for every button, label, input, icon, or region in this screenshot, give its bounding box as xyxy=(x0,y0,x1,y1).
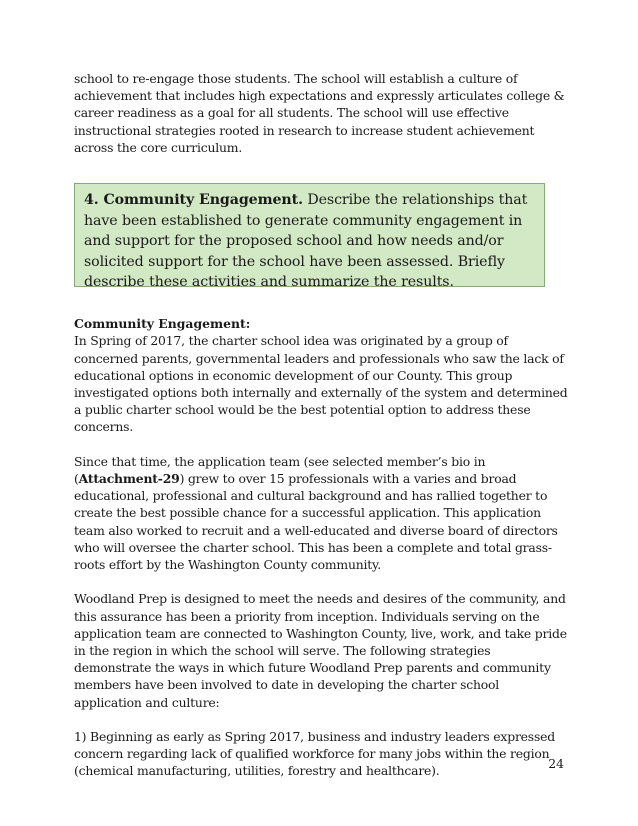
paragraph-4: 1) Beginning as early as Spring 2017, business and industry leaders expressed concern regarding lack of qualified workforce for many jobs within the region (chemical manufacturing, utilities, forestry and healthcare). xyxy=(74,729,555,779)
paragraph-2-start: Since that time, the application team (see selected member’s bio in ( xyxy=(74,453,486,487)
paragraph-3: Woodland Prep is designed to meet the needs and desires of the community, and this assurance has been a priority from inception. Individuals serving on the application team are connected to Washington County, live, work, and take pride in the region in which the school will serve. The following strategies demonstrate the ways in which future Woodland Prep parents and community members have been involved to date in developing the charter school application and culture: xyxy=(74,591,567,710)
prompt-lead: 4. Community Engagement. xyxy=(84,192,303,208)
paragraph-2-end: ) grew to over 15 professionals with a varies and broad educational, professional and cultural background and has rallied together to create the best possible chance for a successful application. This application team also worked to recruit and a well-educated and diverse board of directors who will oversee the charter school. This has been a complete and total grass-roots effort by the Washington County community. xyxy=(74,471,558,573)
page-number: 24 xyxy=(548,756,564,771)
community-engagement-section xyxy=(74,316,568,780)
prompt-text: Describe the relationships that have been established to generate community engagement in and support for the proposed school and how needs and/or solicited support for the school have been assessed. Briefly describe these activities and summarize the results. xyxy=(84,192,528,291)
intro-block xyxy=(74,70,568,156)
attachment-reference: Attachment-29 xyxy=(78,471,180,487)
section-heading: Community Engagement: xyxy=(74,316,251,331)
paragraph-1: In Spring of 2017, the charter school idea was originated by a group of concerned parents, governmental leaders and professionals who saw the lack of educational options in economic development of our County. This group investigated options both internally and externally of the system and determined a public charter school would be the best potential option to address these concerns. xyxy=(74,333,568,435)
community-engagement-prompt-box xyxy=(74,183,545,291)
intro-paragraph: school to re-engage those students. The school will establish a culture of achievement that includes high expectations and expressly articulates college & career readiness as a goal for all students. The school will use effective instructional strategies rooted in research to increase student achievement across the core curriculum. xyxy=(74,71,565,155)
paragraph-2 xyxy=(74,453,568,573)
